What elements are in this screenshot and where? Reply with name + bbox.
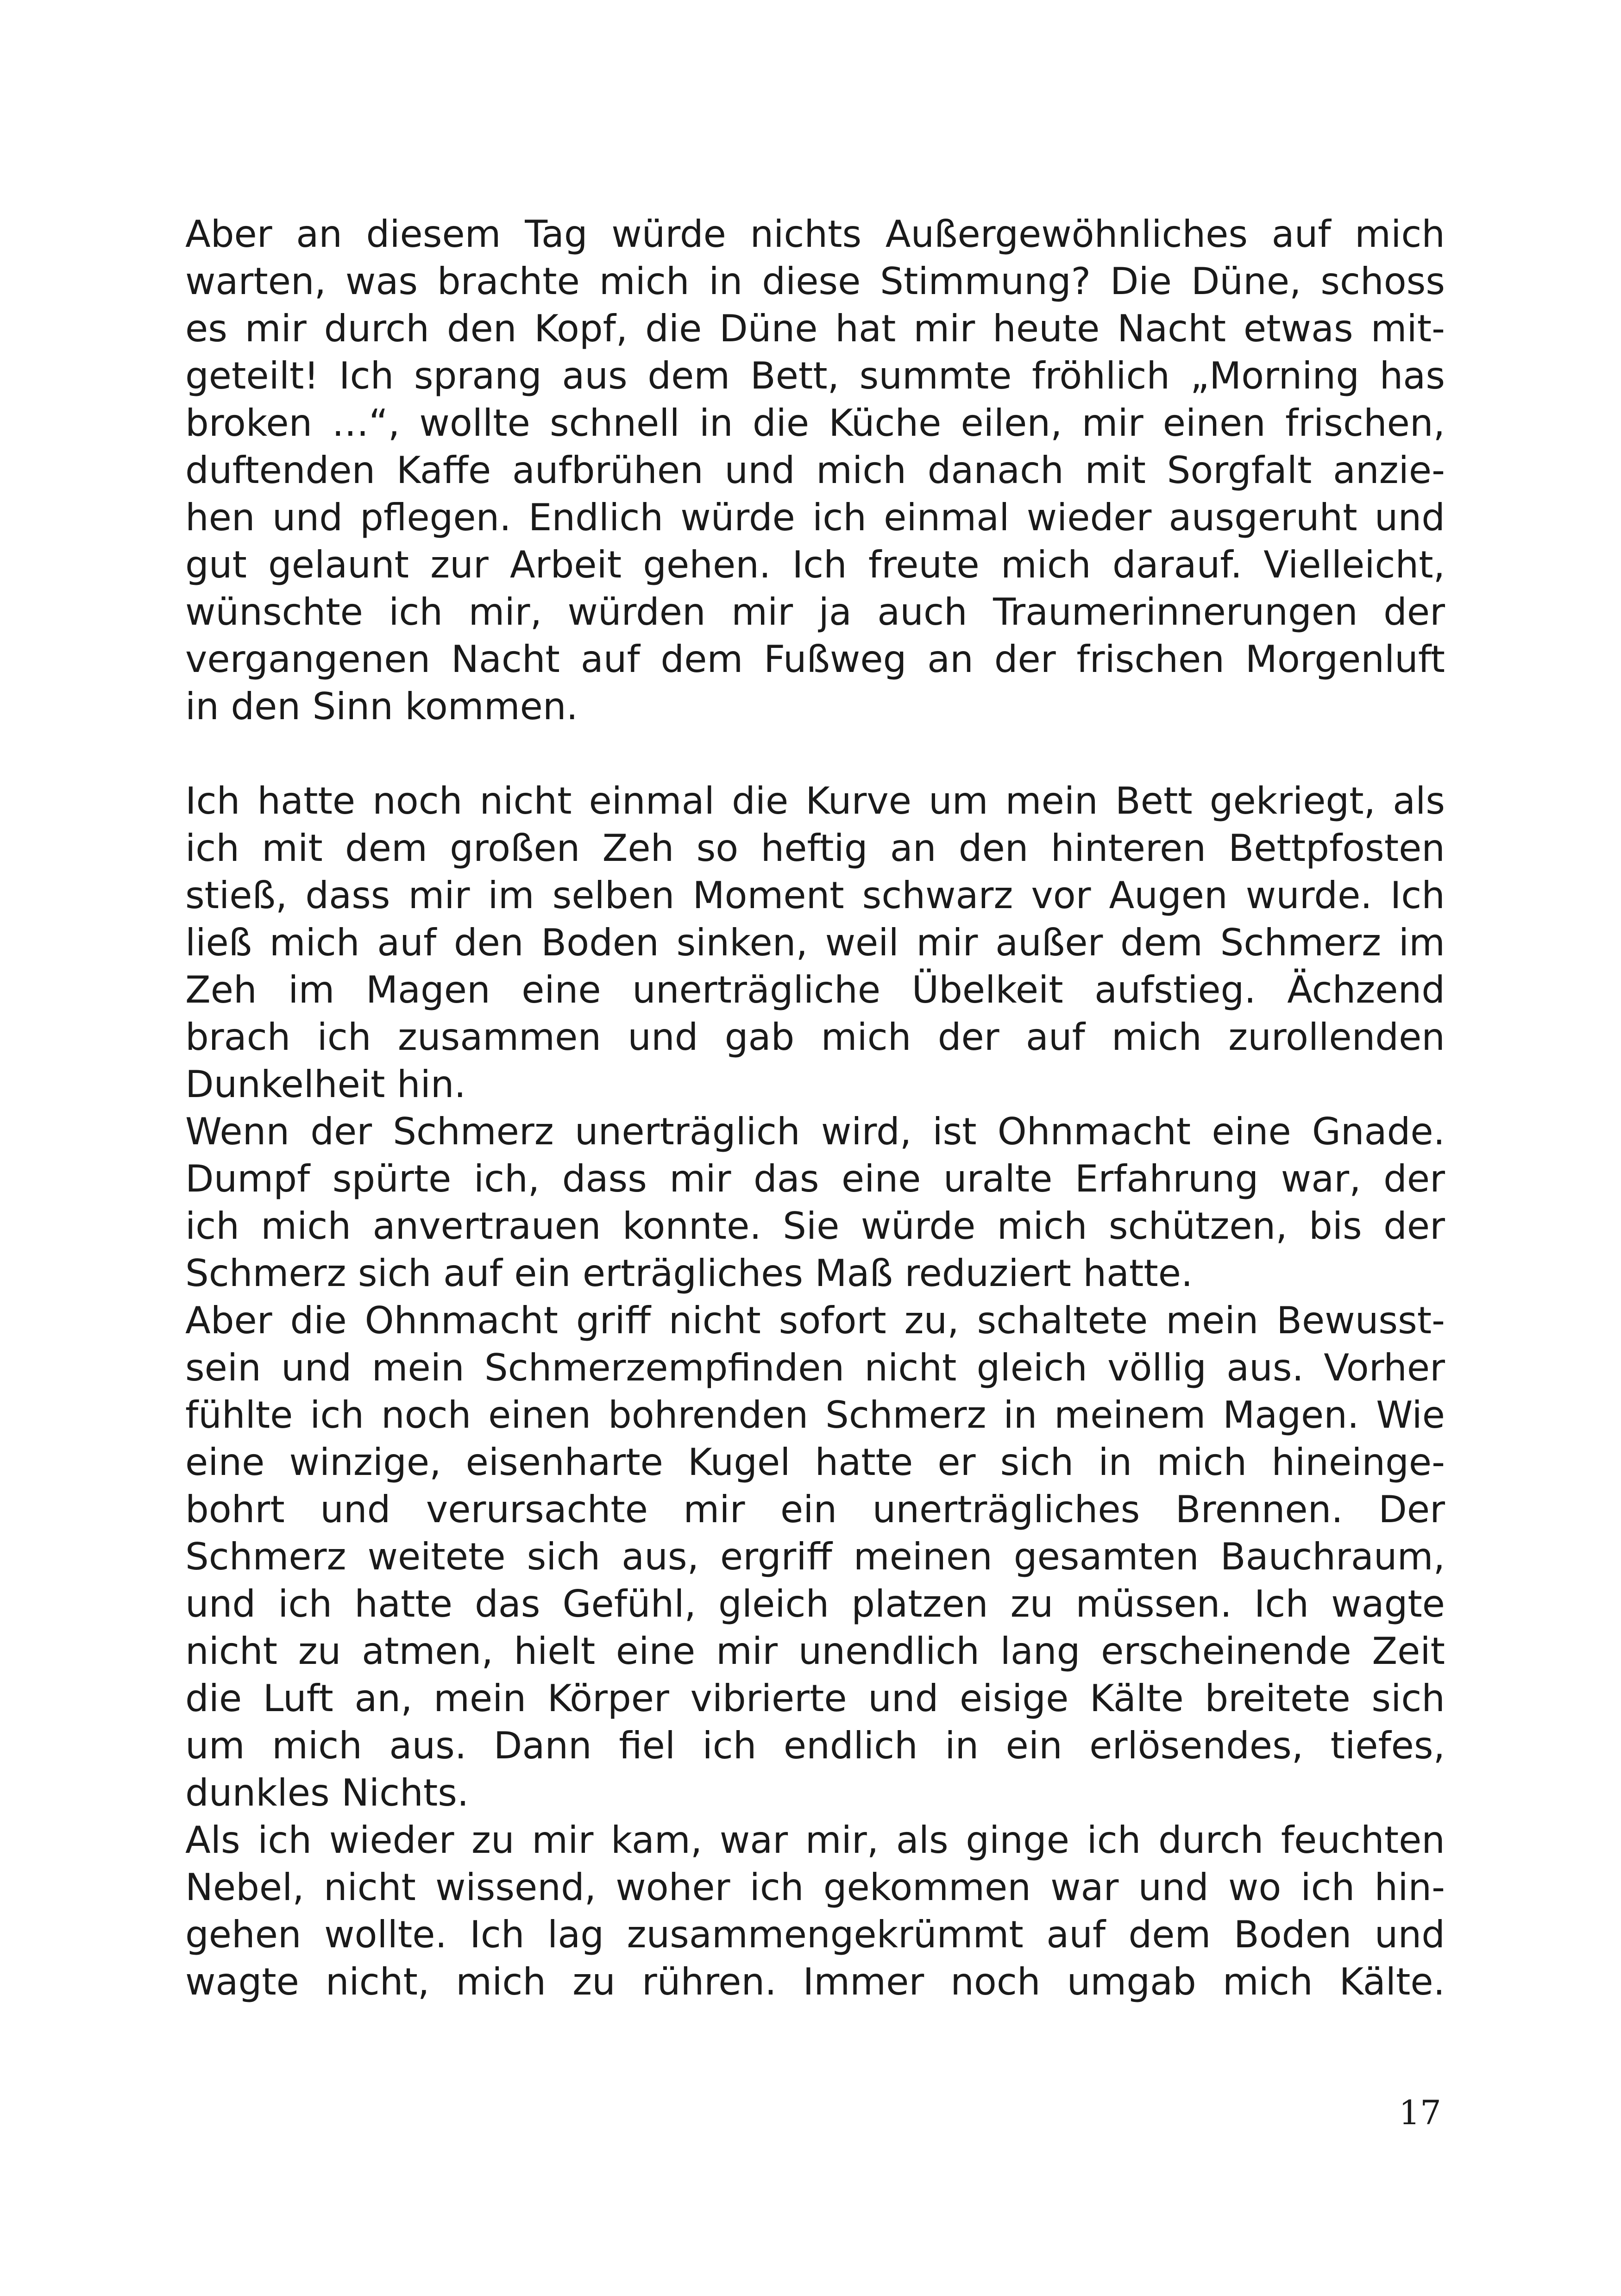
text-line: sein und mein Schmerzempfinden nicht gleich völlig aus. Vorher xyxy=(185,1346,1445,1389)
text-line: ich mit dem großen Zeh so heftig an den hinteren Bettpfosten xyxy=(185,827,1445,870)
paragraph-gap xyxy=(185,730,1445,778)
text-line: die Luft an, mein Körper vibrierte und eisige Kälte breitete sich xyxy=(185,1677,1445,1720)
text-line: in den Sinn kommen. xyxy=(185,685,578,728)
text-line: gut gelaunt zur Arbeit gehen. Ich freute mich darauf. Vielleicht, xyxy=(185,543,1445,586)
text-line: duftenden Kaffe aufbrühen und mich danach mit Sorgfalt anzie- xyxy=(185,449,1445,492)
text-line: Nebel, nicht wissend, woher ich gekommen war und wo ich hin- xyxy=(185,1866,1445,1909)
text-line: eine winzige, eisenharte Kugel hatte er sich in mich hineinge- xyxy=(185,1441,1445,1484)
text-line: Als ich wieder zu mir kam, war mir, als ginge ich durch feuchten xyxy=(185,1819,1445,1862)
text-line: Wenn der Schmerz unerträglich wird, ist Ohnmacht eine Gnade. xyxy=(185,1110,1445,1153)
text-line: ließ mich auf den Boden sinken, weil mir außer dem Schmerz im xyxy=(185,921,1445,964)
text-line: Aber die Ohnmacht griff nicht sofort zu, schaltete mein Bewusst- xyxy=(185,1299,1445,1342)
text-line: nicht zu atmen, hielt eine mir unendlich lang erscheinende Zeit xyxy=(185,1630,1445,1673)
text-line: gehen wollte. Ich lag zusammengekrümmt auf dem Boden und xyxy=(185,1913,1445,1956)
text-line: fühlte ich noch einen bohrenden Schmerz in meinem Magen. Wie xyxy=(185,1393,1445,1437)
text-line: und ich hatte das Gefühl, gleich platzen zu müssen. Ich wagte xyxy=(185,1582,1445,1625)
text-line: Aber an diesem Tag würde nichts Außergewöhnliches auf mich xyxy=(185,213,1445,256)
text-line: brach ich zusammen und gab mich der auf mich zurollenden xyxy=(185,1016,1445,1059)
page-number: 17 xyxy=(1399,2093,1441,2132)
text-line: vergangenen Nacht auf dem Fußweg an der frischen Morgenluft xyxy=(185,638,1445,681)
text-line: um mich aus. Dann fiel ich endlich in ein erlösendes, tiefes, xyxy=(185,1724,1445,1767)
text-line: es mir durch den Kopf, die Düne hat mir heute Nacht etwas mit- xyxy=(185,307,1445,350)
text-line: broken …“, wollte schnell in die Küche eilen, mir einen frischen, xyxy=(185,401,1445,445)
text-line: bohrt und verursachte mir ein unerträgliches Brennen. Der xyxy=(185,1488,1445,1531)
text-line: ich mich anvertrauen konnte. Sie würde mich schützen, bis der xyxy=(185,1204,1445,1248)
text-line: wünschte ich mir, würden mir ja auch Traumerinnerungen der xyxy=(185,590,1445,634)
text-line: stieß, dass mir im selben Moment schwarz vor Augen wurde. Ich xyxy=(185,874,1445,917)
text-line: Schmerz weitete sich aus, ergriff meinen gesamten Bauchraum, xyxy=(185,1535,1445,1578)
text-line: Dunkelheit hin. xyxy=(185,1063,466,1106)
text-line: Schmerz sich auf ein erträgliches Maß reduziert hatte. xyxy=(185,1252,1193,1295)
text-line: hen und pflegen. Endlich würde ich einmal wieder ausgeruht und xyxy=(185,496,1445,539)
text-line: wagte nicht, mich zu rühren. Immer noch umgab mich Kälte. xyxy=(185,1960,1445,2003)
text-line: warten, was brachte mich in diese Stimmung? Die Düne, schoss xyxy=(185,260,1445,303)
text-line: geteilt! Ich sprang aus dem Bett, summte fröhlich „Morning has xyxy=(185,354,1445,397)
body-text xyxy=(185,211,1445,2006)
text-line: dunkles Nichts. xyxy=(185,1771,469,1814)
text-line: Ich hatte noch nicht einmal die Kurve um mein Bett gekriegt, als xyxy=(185,779,1445,822)
text-line: Zeh im Magen eine unerträgliche Übelkeit aufstieg. Ächzend xyxy=(185,968,1445,1011)
text-line: Dumpf spürte ich, dass mir das eine uralte Erfahrung war, der xyxy=(185,1157,1445,1200)
